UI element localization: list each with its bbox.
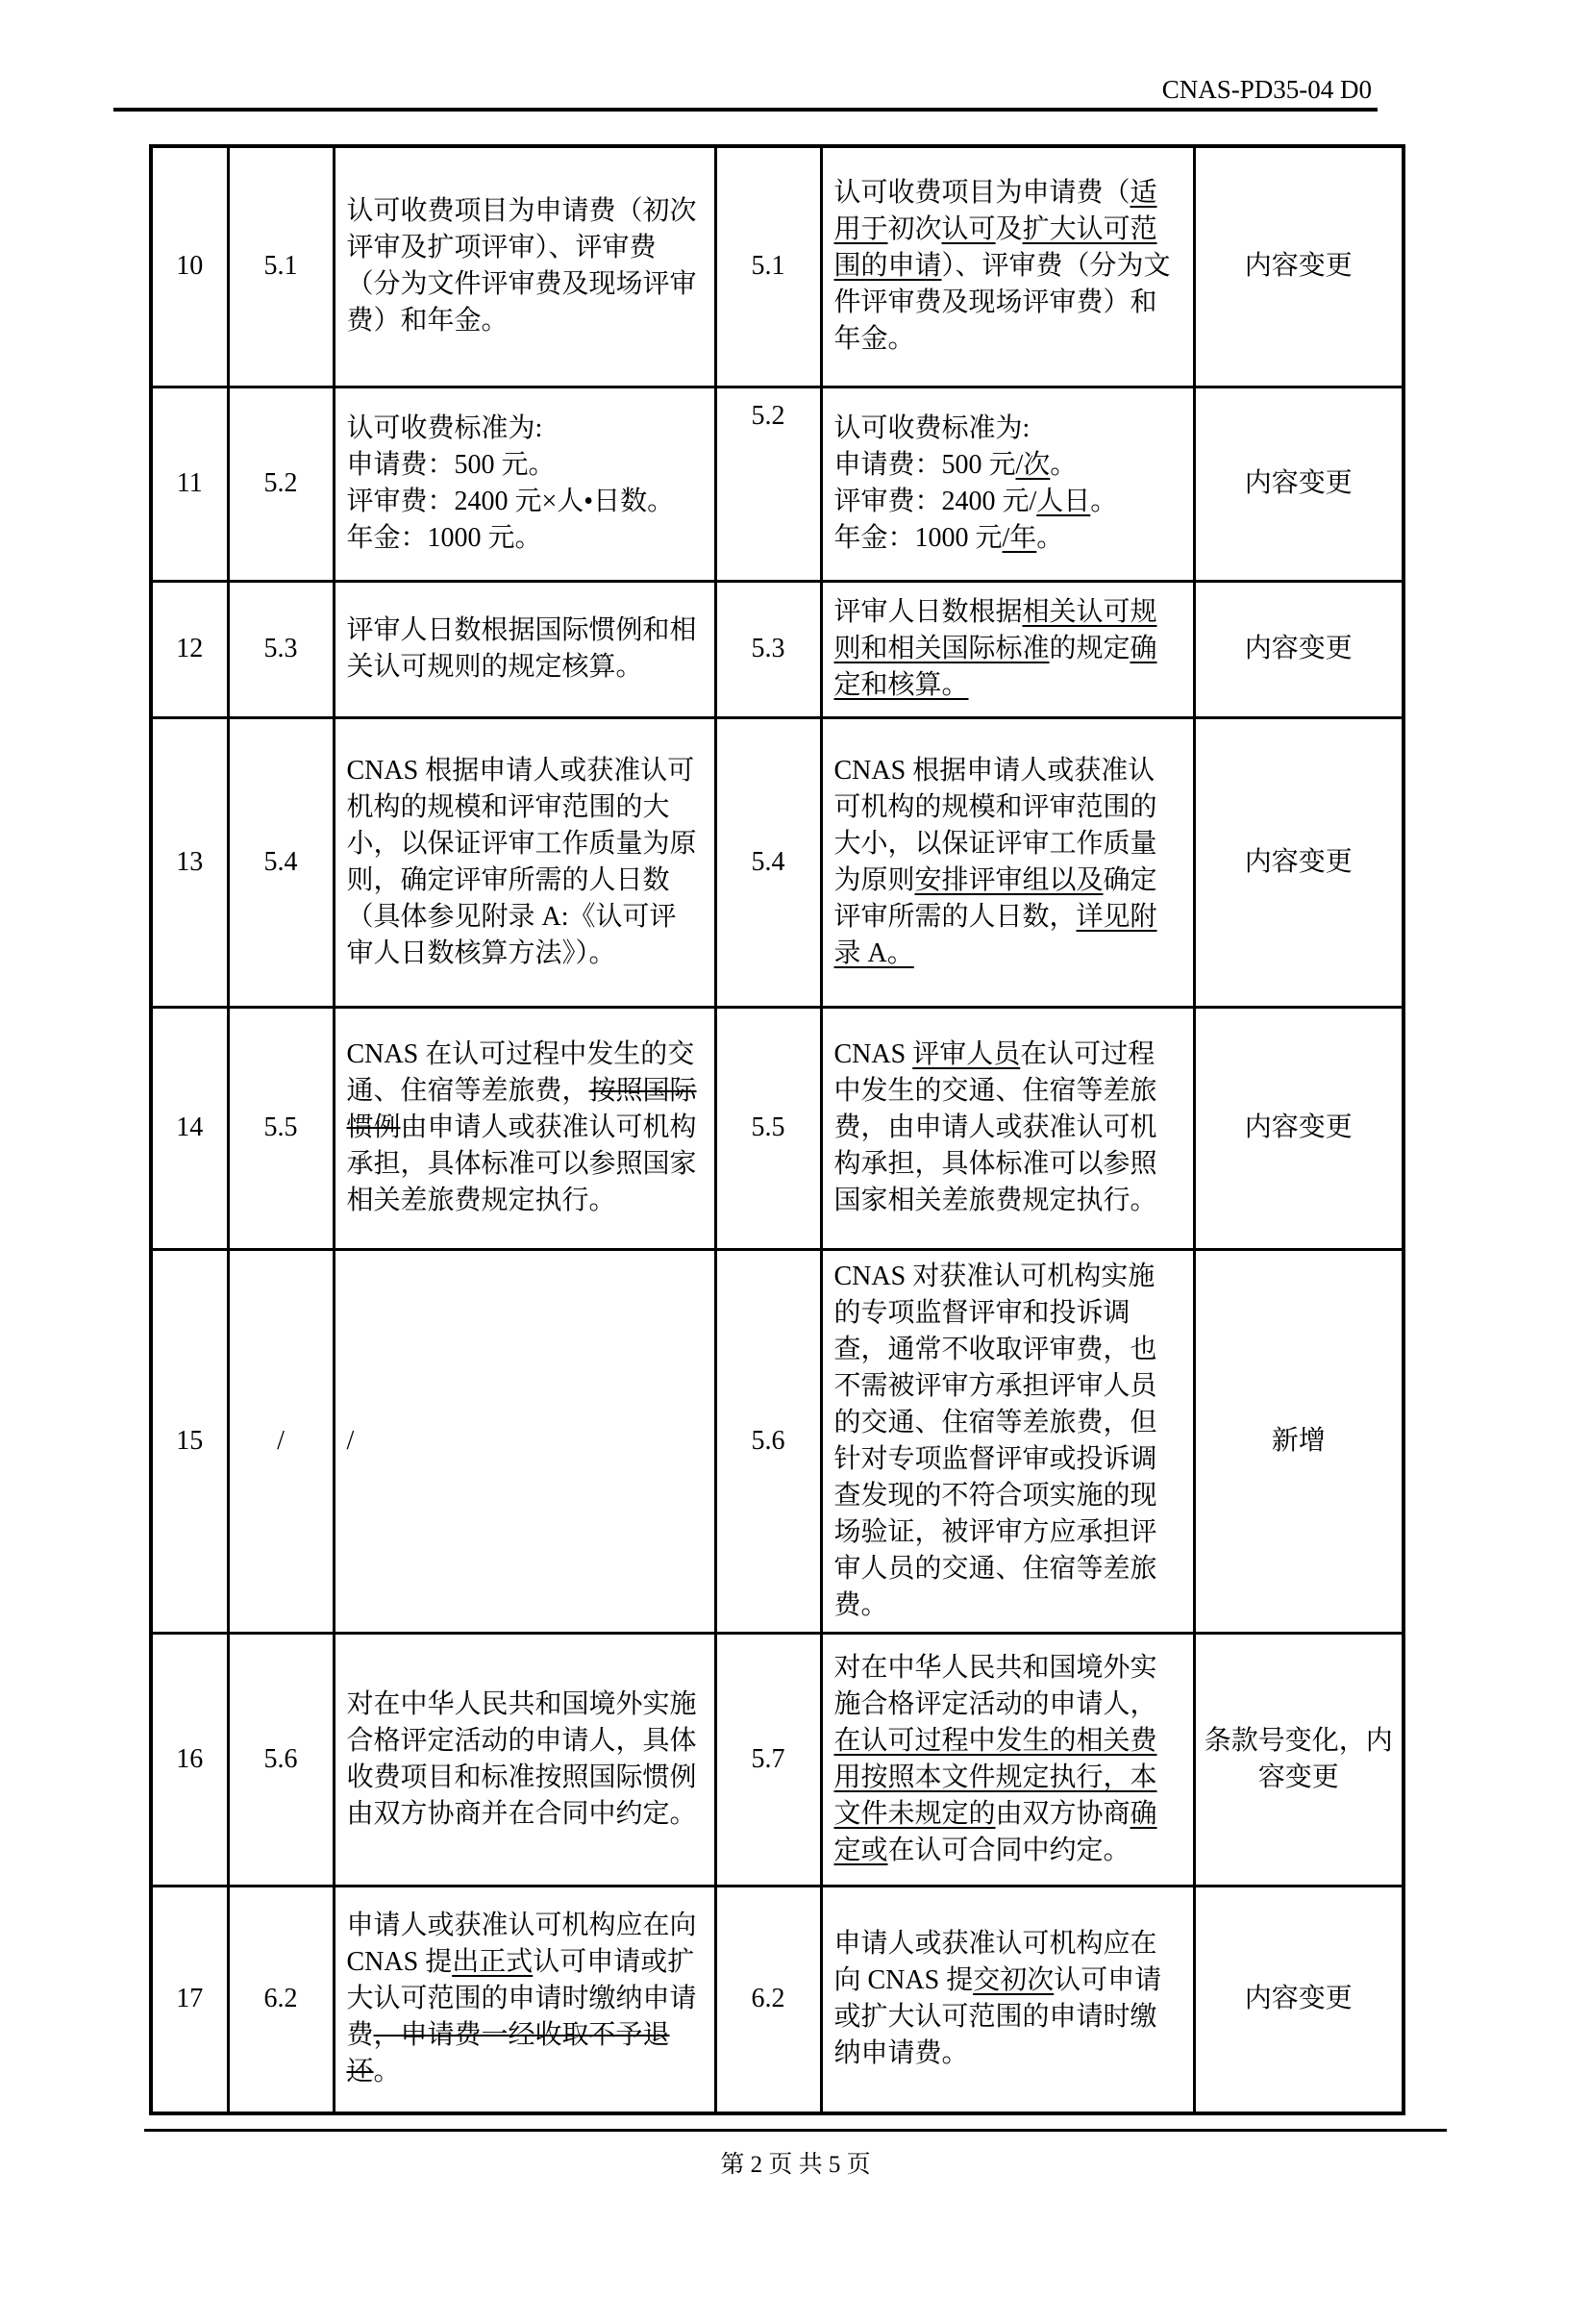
page-number: 第 2 页 共 5 页 (720, 2152, 871, 2178)
table-row (151, 1249, 1404, 1633)
table-row (151, 1886, 1404, 2113)
new-clause-number: 5.4 (715, 717, 821, 1007)
old-clause-number: 5.5 (228, 1007, 334, 1249)
new-clause-number: 5.2 (715, 387, 821, 581)
old-clause-text: 对在中华人民共和国境外实施合格评定活动的申请人，具体收费项目和标准按照国际惯例由双方协商并在合同中约定。 (334, 1633, 715, 1886)
row-number: 15 (151, 1249, 228, 1633)
old-clause-text: CNAS 在认可过程中发生的交通、住宿等差旅费，按照国际惯例由申请人或获准认可机构承担，具体标准可以参照国家相关差旅费规定执行。 (334, 1007, 715, 1249)
table-row (151, 717, 1404, 1007)
table-row (151, 581, 1404, 717)
new-clause-number: 5.5 (715, 1007, 821, 1249)
new-clause-number: 5.6 (715, 1249, 821, 1633)
revision-comparison-table (149, 144, 1405, 2115)
row-number: 14 (151, 1007, 228, 1249)
old-clause-text: 认可收费项目为申请费（初次评审及扩项评审）、评审费（分为文件评审费及现场评审费）和年金。 (334, 146, 715, 387)
change-type: 新增 (1194, 1249, 1404, 1633)
document-code: CNAS-PD35-04 D0 (1161, 75, 1372, 104)
new-clause-text: 评审人日数根据相关认可规则和相关国际标准的规定确定和核算。 (821, 581, 1194, 717)
page-footer (144, 2129, 1447, 2180)
old-clause-number: 5.6 (228, 1633, 334, 1886)
table-row (151, 146, 1404, 387)
row-number: 12 (151, 581, 228, 717)
old-clause-text: 评审人日数根据国际惯例和相关认可规则的规定核算。 (334, 581, 715, 717)
table-row (151, 1007, 1404, 1249)
old-clause-number: / (228, 1249, 334, 1633)
new-clause-number: 5.1 (715, 146, 821, 387)
change-type: 条款号变化，内容变更 (1194, 1633, 1404, 1886)
change-type: 内容变更 (1194, 581, 1404, 717)
new-clause-text: CNAS 对获准认可机构实施的专项监督评审和投诉调查，通常不收取评审费，也不需被评审方承担评审人员的交通、住宿等差旅费，但针对专项监督评审或投诉调查发现的不符合项实施的现场验证，被评审方应承担评审人员的交通、住宿等差旅费。 (821, 1249, 1194, 1633)
old-clause-number: 6.2 (228, 1886, 334, 2113)
change-type: 内容变更 (1194, 717, 1404, 1007)
old-clause-text: 申请人或获准认可机构应在向 CNAS 提出正式认可申请或扩大认可范围的申请时缴纳申请费，申请费一经收取不予退还。 (334, 1886, 715, 2113)
new-clause-text: 申请人或获准认可机构应在向 CNAS 提交初次认可申请或扩大认可范围的申请时缴纳申请费。 (821, 1886, 1194, 2113)
new-clause-number: 5.3 (715, 581, 821, 717)
page-header (113, 75, 1378, 112)
old-clause-text: 认可收费标准为: 申请费：500 元。 评审费：2400 元×人•日数。 年金：1000 元。 (334, 387, 715, 581)
old-clause-text: / (334, 1249, 715, 1633)
table-row (151, 387, 1404, 581)
old-clause-number: 5.1 (228, 146, 334, 387)
old-clause-number: 5.2 (228, 387, 334, 581)
row-number: 10 (151, 146, 228, 387)
new-clause-number: 5.7 (715, 1633, 821, 1886)
old-clause-text: CNAS 根据申请人或获准认可机构的规模和评审范围的大小，以保证评审工作质量为原则，确定评审所需的人日数（具体参见附录 A:《认可评审人日数核算方法》）。 (334, 717, 715, 1007)
change-type: 内容变更 (1194, 1007, 1404, 1249)
old-clause-number: 5.4 (228, 717, 334, 1007)
new-clause-text: 认可收费项目为申请费（适用于初次认可及扩大认可范围的申请）、评审费（分为文件评审费及现场评审费）和年金。 (821, 146, 1194, 387)
old-clause-number: 5.3 (228, 581, 334, 717)
change-type: 内容变更 (1194, 387, 1404, 581)
new-clause-text: CNAS 根据申请人或获准认可机构的规模和评审范围的大小，以保证评审工作质量为原则安排评审组以及确定评审所需的人日数，详见附录 A。 (821, 717, 1194, 1007)
new-clause-text: CNAS 评审人员在认可过程中发生的交通、住宿等差旅费，由申请人或获准认可机构承担，具体标准可以参照国家相关差旅费规定执行。 (821, 1007, 1194, 1249)
row-number: 11 (151, 387, 228, 581)
new-clause-text: 认可收费标准为: 申请费：500 元/次。 评审费：2400 元/人日。 年金：1000 元/年。 (821, 387, 1194, 581)
table-row (151, 1633, 1404, 1886)
row-number: 17 (151, 1886, 228, 2113)
row-number: 13 (151, 717, 228, 1007)
new-clause-number: 6.2 (715, 1886, 821, 2113)
change-type: 内容变更 (1194, 1886, 1404, 2113)
row-number: 16 (151, 1633, 228, 1886)
new-clause-text: 对在中华人民共和国境外实施合格评定活动的申请人，在认可过程中发生的相关费用按照本文件规定执行，本文件未规定的由双方协商确定或在认可合同中约定。 (821, 1633, 1194, 1886)
change-type: 内容变更 (1194, 146, 1404, 387)
